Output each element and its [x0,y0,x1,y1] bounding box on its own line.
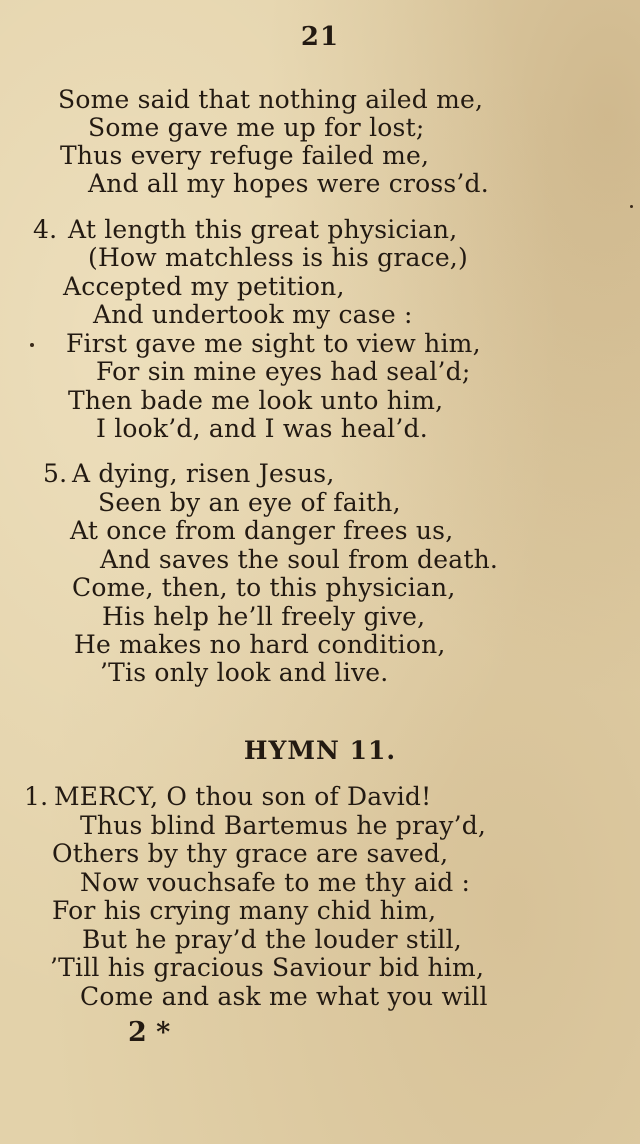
ink-speck [630,205,633,208]
ink-speck [30,343,34,347]
verse-line: And saves the soul from death. [100,545,499,574]
verse-line: Come and ask me what you will [80,982,488,1011]
verse-line: At once from danger frees us, [70,516,454,545]
verse-line: For his crying many chid him, [52,896,437,925]
verse-line: Thus every refuge failed me, [60,141,430,170]
verse-line: And all my hopes were cross’d. [88,169,489,198]
page-number: 21 [300,22,340,52]
verse-line: He makes no hard condition, [74,630,446,659]
verse-line: Now vouchsafe to me thy aid : [80,868,471,897]
verse-line: ’Till his gracious Saviour bid him, [50,953,485,982]
verse-line: Some said that nothing ailed me, [58,85,484,114]
verse-line: At length this great physician, [68,215,458,244]
verse-line: A dying, risen Jesus, [72,459,335,488]
verse-line: Come, then, to this physician, [72,573,456,602]
verse-line: Others by thy grace are saved, [52,839,449,868]
verse-line: (How matchless is his grace,) [88,243,468,272]
hymn-title: HYMN 11. [243,736,397,765]
verse-line: MERCY, O thou son of David! [54,782,432,811]
verse-line: But he pray’d the louder still, [82,925,462,954]
verse-number: 5. [43,459,68,488]
verse-line: Seen by an eye of faith, [98,488,401,517]
signature-mark: 2 * [128,1017,171,1048]
verse-line: Accepted my petition, [63,272,345,301]
verse-number: 4. [33,215,58,244]
verse-line: His help he’ll freely give, [102,602,426,631]
verse-line: Some gave me up for lost; [88,113,425,142]
verse-number: 1. [24,782,49,811]
verse-line: I look’d, and I was heal’d. [96,414,428,443]
verse-line: ’Tis only look and live. [100,658,389,687]
verse-line: And undertook my case : [93,300,413,329]
verse-line: First gave me sight to view him, [66,329,481,358]
verse-line: Then bade me look unto him, [68,386,444,415]
verse-line: For sin mine eyes had seal’d; [96,357,471,386]
verse-line: Thus blind Bartemus he pray’d, [80,811,487,840]
